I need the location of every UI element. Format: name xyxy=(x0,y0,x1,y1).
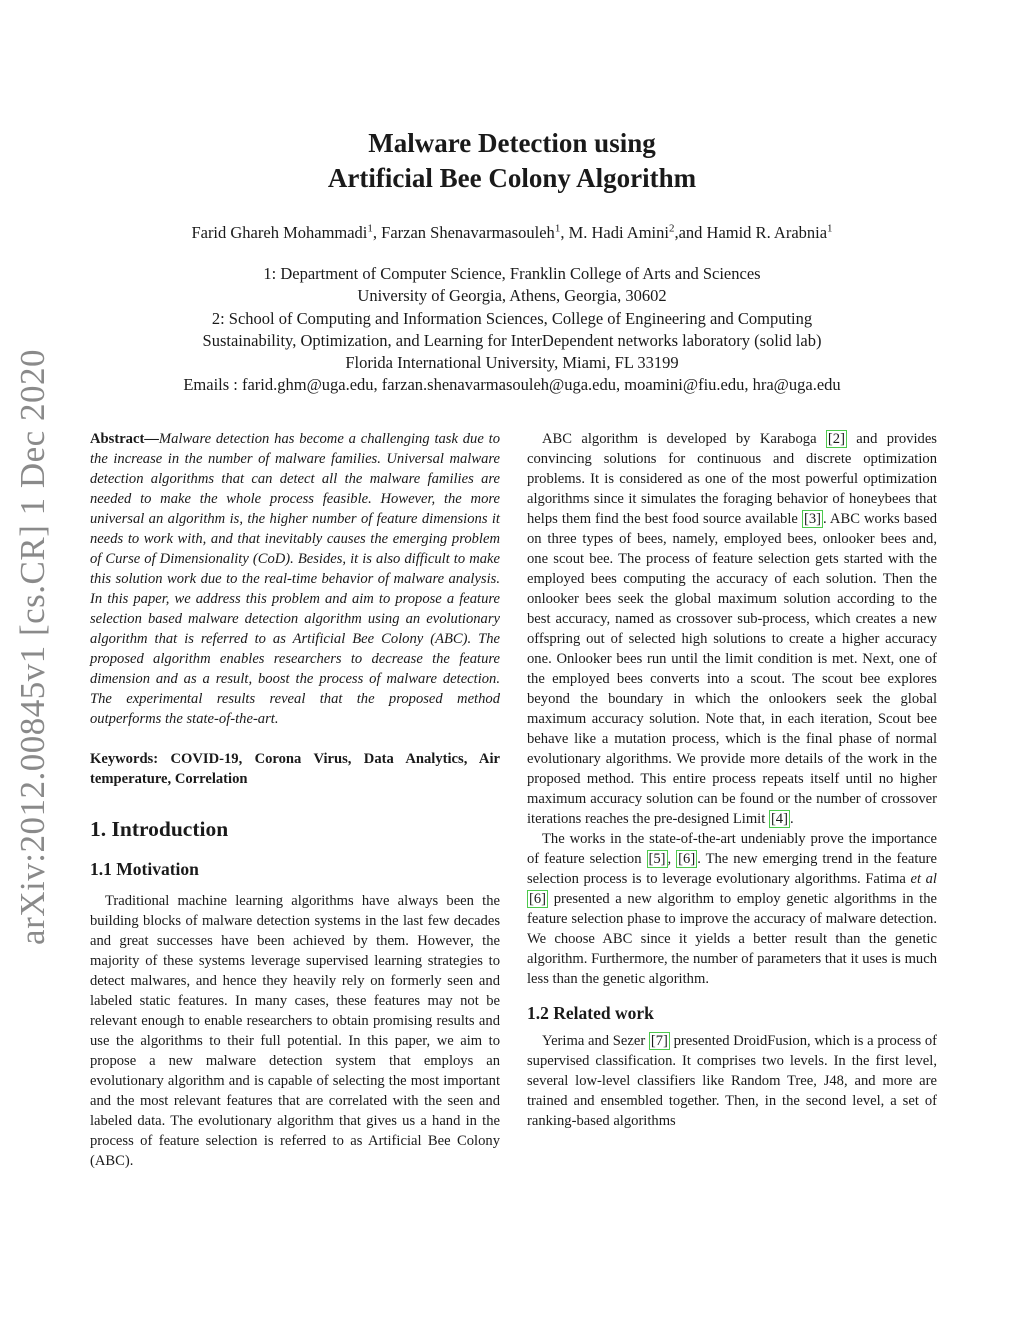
related-work-paragraph xyxy=(527,1031,937,1131)
keywords: Keywords: COVID-19, Corona Virus, Data Analytics, Air temperature, Correlation xyxy=(90,751,500,787)
abstract xyxy=(90,429,500,729)
subsection-heading-motivation: 1.1 Motivation xyxy=(90,859,199,879)
left-column xyxy=(90,429,500,1171)
author-1: Farid Ghareh Mohammadi xyxy=(191,223,368,242)
paper-title xyxy=(0,126,1024,196)
affiliation-line: Sustainability, Optimization, and Learning for InterDependent networks laboratory (solid lab) xyxy=(202,330,822,350)
text-run: . ABC works based on three types of bees, namely, employed bees, onlooker bees and, one scout bee. The process of feature selection gets started with the employed bees computing the accuracy of each solution. Then the onlooker bees seek the global maximum solution according to the best accuracy, named as crossover sub-process, which creates a new offspring out of selected high solutions to create a higher accuracy one. Onlooker bees run until the limit condition is met. Next, one of the employed bees converts into a scout. The scout bee explores beyond the boundary in which the onlookers seek the global maximum accuracy solution. Note that, in each iteration, Scout bee behave like a mutation process, which is the final phase of normal evolutionary algorithms. We provide more details of the work in the proposed method. This entire process repeats itself until no higher maximum accuracy solution can be found or the number of crossover iterations reaches the pre-designed Limit xyxy=(527,511,937,827)
author-2: , Farzan Shenavarmasouleh xyxy=(372,223,555,242)
citation-link[interactable]: [3] xyxy=(803,511,821,527)
title-line-2: Artificial Bee Colony Algorithm xyxy=(327,163,697,193)
author-3: , M. Hadi Amini xyxy=(560,223,669,242)
text-run: . The new emerging trend in the feature selection process is to leverage evolutionary algorithms. Fatima xyxy=(527,851,938,887)
state-of-art-paragraph xyxy=(527,829,937,989)
arxiv-side-stamp xyxy=(13,349,53,945)
arxiv-identifier: arXiv:2012.00845v1 [cs.CR] 1 Dec 2020 xyxy=(13,349,53,945)
citation-link[interactable]: [6] xyxy=(678,851,696,867)
citation-link[interactable]: [6] xyxy=(529,891,547,907)
citation-link[interactable]: [2] xyxy=(827,431,845,447)
abstract-text: Malware detection has become a challenging task due to the increase in the number of malware families. Universal malware detection algorithms that can detect all the malware families are needed to make the whole process feasible. However, the more universal an algorithm is, the higher number of feature dimensions it needs to work with, and that inevitably causes the emerging problem of Curse of Dimensionality (CoD). Besides, it is also difficult to make this solution work due to the real-time behavior of malware analysis. In this paper, we address this problem and aim to propose a feature selection based malware detection algorithm using an evolutionary algorithm that is referred to as Artificial Bee Colony (ABC). The proposed algorithm enables researchers to decrease the feature dimension and as a result, boost the process of malware detection. The experimental results reveal that the proposed method outperforms the state-of-the-art. xyxy=(90,431,500,727)
text-run: The works in the state-of-the-art undeniably prove the importance of feature selection xyxy=(527,831,937,867)
author-4: ,and Hamid R. Arabnia xyxy=(674,223,828,242)
text-run: . xyxy=(789,811,794,827)
abc-paragraph xyxy=(527,429,937,829)
affiliations xyxy=(0,263,1024,397)
motivation-paragraph: Traditional machine learning algorithms have always been the building blocks of malware detection systems in the last few decades and great successes have been achieved by them. However, the majority of these systems leverage supervised learning strategies to detect malwares, and hence they heavily rely on formerly seen and labeled static features. In many cases, these features may not be relevant enough to enable researchers to obtain promising results and use the algorithms to their full potential. In this paper, we aim to propose a new malware detection system that employs an evolutionary algorithm and is capable of selecting the most important and the most relevant features that are correlated with the seen and labeled data. The evolutionary algorithm that gives us a hand in the process of feature selection is referred to as Artificial Bee Colony (ABC). xyxy=(90,893,500,1169)
text-run: ABC algorithm is developed by Karaboga xyxy=(542,431,826,447)
et-al: et al xyxy=(910,871,937,887)
text-run: Yerima and Sezer xyxy=(542,1033,649,1049)
affiliation-line: University of Georgia, Athens, Georgia, 30602 xyxy=(357,286,667,306)
emails-line: Emails : farid.ghm@uga.edu, farzan.shenavarmasouleh@uga.edu, moamini@fiu.edu, hra@uga.edu xyxy=(183,375,841,395)
title-line-1: Malware Detection using xyxy=(368,128,656,158)
affiliation-line: 1: Department of Computer Science, Franklin College of Arts and Sciences xyxy=(263,264,761,283)
citation-link[interactable]: [5] xyxy=(648,851,666,867)
author-2-affil: 1 xyxy=(554,222,561,235)
affiliation-line: Florida International University, Miami, FL 33199 xyxy=(345,353,679,373)
text-run: presented a new algorithm to employ genetic algorithms in the feature selection phase to improve the accuracy of malware detection. We choose ABC since it yields a better result than the genetic algorithm. Furthermore, the number of parameters that it uses is much less than the genetic algorithm. xyxy=(527,891,937,987)
subsection-heading-related-work: 1.2 Related work xyxy=(527,1003,654,1023)
section-heading-introduction: 1. Introduction xyxy=(90,817,229,841)
author-1-affil: 1 xyxy=(367,222,373,235)
affiliation-line: 2: School of Computing and Information Sciences, College of Engineering and Computing xyxy=(211,308,813,328)
author-4-affil: 1 xyxy=(827,222,833,235)
text-run: presented DroidFusion, which is a process of supervised classification. It comprises two levels. In the first level, several low-level classifiers like Random Tree, J48, and more are trained and ensembled together. Then, in the second level, a set of ranking-based algorithms xyxy=(527,1033,937,1129)
abstract-label: Abstract— xyxy=(90,431,159,447)
author-3-affil: 2 xyxy=(668,222,675,235)
text-run: , xyxy=(667,851,677,867)
citation-link[interactable]: [4] xyxy=(770,811,788,827)
author-list xyxy=(0,222,1024,244)
text-run: and provides convincing solutions for continuous and discrete optimization problems. It is considered as one of the most powerful optimization algorithms since it simulates the foraging behavior of honeybees that helps them find the best food source available xyxy=(527,431,937,527)
citation-link[interactable]: [7] xyxy=(650,1033,668,1049)
right-column xyxy=(527,429,937,1131)
